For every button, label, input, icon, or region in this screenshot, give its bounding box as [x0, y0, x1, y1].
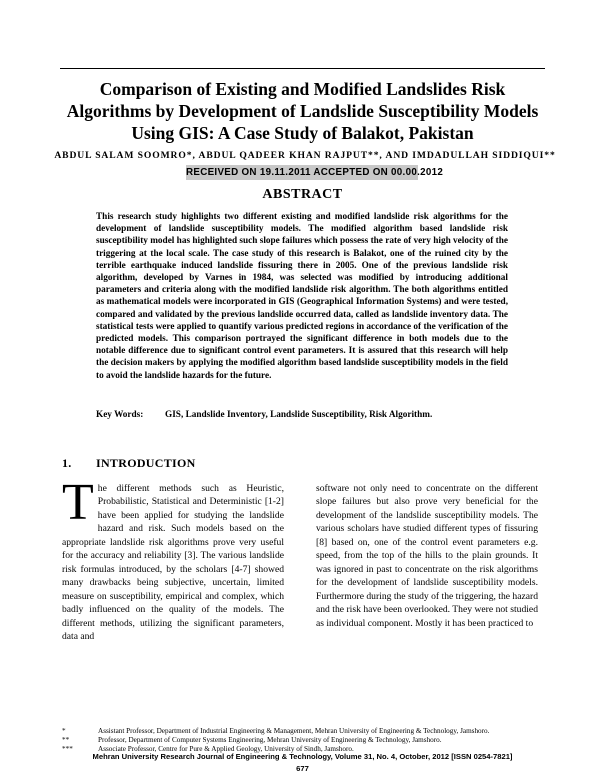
intro-left-text: he different methods such as Heuristic, Probabilistic, Statistical and Deterministic [1-2] have been applied for studying the landslide hazard and risk. Such models based on the appropriate landslide risk algorithms prove very useful for the accuracy and reliability [3]. The various landslide risk formulas introduced, by the scholars [4-7] showed many drawbacks being subjective, uncertain, limited measure on susceptibility, empirical and complex, which badly influenced on the quality of the models. The different methods, utilizing the significant parameters, data and	[62, 483, 284, 642]
abstract-text: This research study highlights two different existing and modified landslide risk algorithms for the development of landslide susceptibility models. The modified algorithm based landslide risk susceptibility model has highlighted such slope failures which possess the rate of very high velocity of the triggering at the local scale. The case study of this research is Balakot, one of the ruined city by the terrible earthquake induced landslide fissuring there in 2005. One of the previous landslide risk algorithm, developed by Varnes in 1984, was selected was modified by introducing additional parameters and criteria along with the modified landslide risk algorithm. The both algorithms entitled as mathematical models were incorporated in GIS (Geographical Information Systems) and were tested, compared and validated by the previous landslide occurred data, called as landslide inventory data. The statistical tests were applied to quantify various predicted regions in accordance of the verification of the predicted models. This comparison portrayed the significant difference in both models due to the notable difference due to significant control event parameters. It is assured that this research will help the decision makers by applying the modified algorithm based landslide susceptibility models in the field to avoid the landslide hazards for the future.	[96, 212, 508, 381]
footnote	[62, 727, 552, 736]
keywords-label: Key Words:	[96, 410, 144, 420]
keywords-line	[96, 410, 516, 420]
footnote-text: Professor, Department of Computer Systems Engineering, Mehran University of Engineering & Technology, Jamshoro.	[98, 736, 442, 745]
author-list: ABDUL SALAM SOOMRO*, ABDUL QADEER KHAN RAJPUT**, AND IMDADULLAH SIDDIQUI**	[54, 150, 556, 161]
received-accepted-banner: RECEIVED ON 19.11.2011 ACCEPTED ON 00.00.2012	[186, 167, 444, 178]
intro-left-column	[62, 474, 284, 643]
intro-right-column: software not only need to concentrate on the different slope failures but also prove very beneficial for the development of the landslide susceptibility models. The various scholars have studied different types of fissuring [8] based on, one of the control event parameters e.g. speed, from the top of the hills to the plain grounds. It was ignored in past to concentrate on the risk algorithms for the development of landslide susceptibility models. Furthermore during the study of the triggering, the hazard and the risk have been overlooked. They were not studied as individual component. Mostly it has been practiced to	[316, 483, 538, 629]
footnote-mark: *	[62, 727, 66, 735]
journal-footer: Mehran University Research Journal of Engineering & Technology, Volume 31, No. 4, October, 2012 [ISSN 0254-7821]	[92, 752, 513, 761]
footnote-text: Associate Professor, Centre for Pure & Applied Geology, University of Sindh, Jamshoro.	[98, 745, 354, 754]
footnotes	[62, 727, 552, 754]
footnote-text: Assistant Professor, Department of Industrial Engineering & Management, Mehran University of Engineering & Technology, Jamshoro.	[98, 727, 490, 735]
footnote	[62, 736, 552, 745]
abstract-heading: ABSTRACT	[262, 187, 343, 202]
keywords-text: GIS, Landslide Inventory, Landslide Susceptibility, Risk Algorithm.	[165, 410, 433, 420]
section-title: INTRODUCTION	[96, 456, 196, 470]
footnote-mark: ***	[62, 745, 73, 754]
footnote-mark: **	[62, 736, 70, 745]
section-heading-introduction	[62, 456, 196, 471]
header-rule	[60, 68, 545, 69]
page-number: 677	[296, 764, 309, 773]
drop-cap: T	[62, 474, 94, 531]
paper-title: Comparison of Existing and Modified Landslides Risk Algorithms by Development of Landslide Susceptibility Models Using GIS: A Case Study of Balakot, Pakistan	[66, 79, 539, 143]
section-number: 1.	[62, 456, 72, 470]
